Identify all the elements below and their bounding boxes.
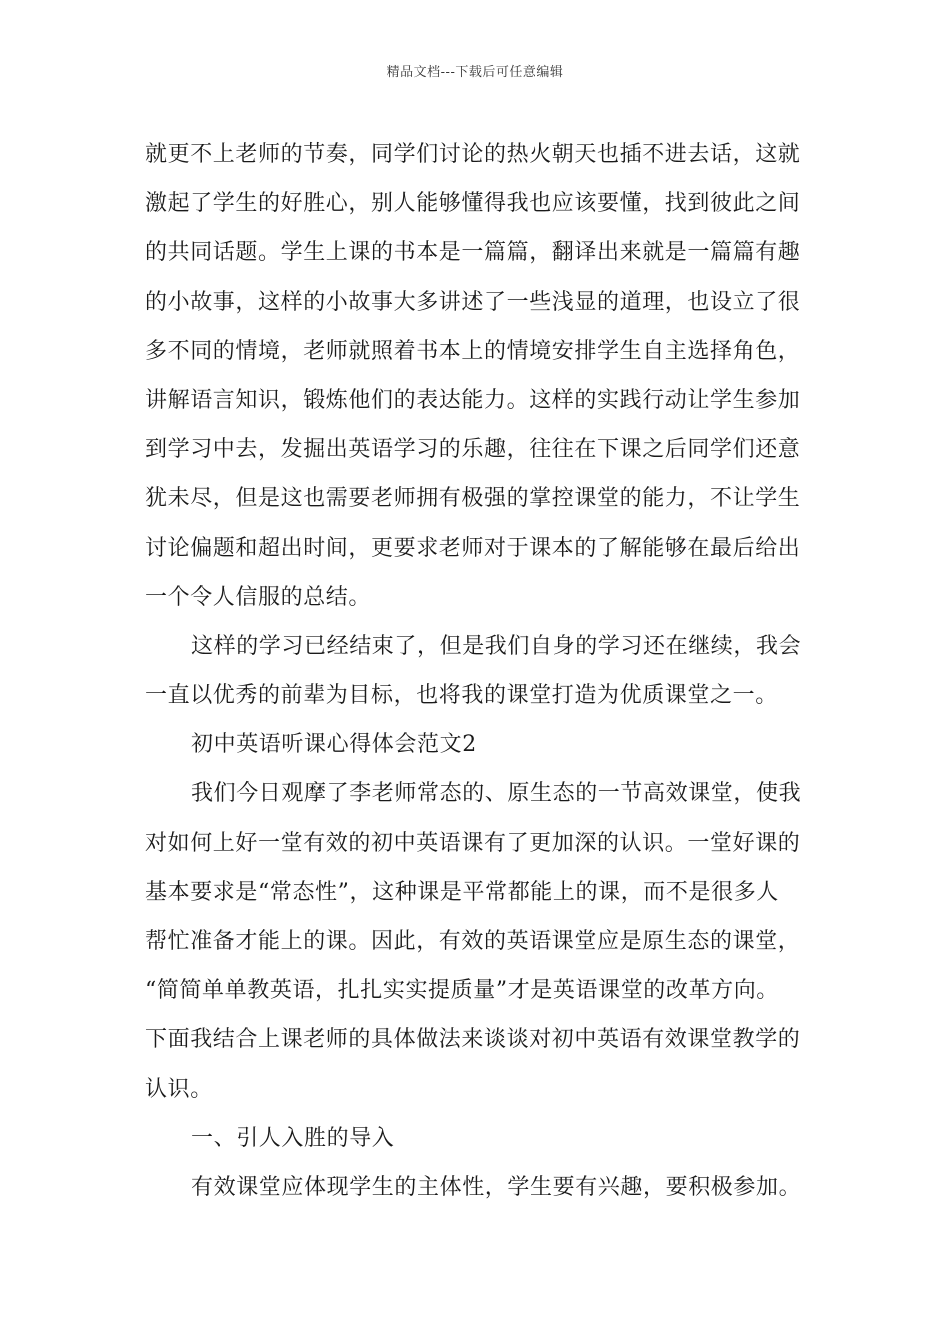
text-line: 就更不上老师的节奏，同学们讨论的热火朝天也插不进去话，这就 [145, 142, 801, 167]
text-line: 这样的学习已经结束了，但是我们自身的学习还在继续，我会 [191, 633, 802, 659]
text-line: 一直以优秀的前辈为目标，也将我的课堂打造为优质课堂之一。 [145, 683, 778, 709]
text-line: 对如何上好一堂有效的初中英语课有了更加深的认识。一堂好课的 [145, 830, 801, 856]
text-line: 下面我结合上课老师的具体做法来谈谈对初中英语有效课堂教学的 [145, 1027, 801, 1053]
text-line: 基本要求是“常态性”，这种课是平常都能上的课，而不是很多人 [145, 879, 779, 905]
text-line: 激起了学生的好胜心，别人能够懂得我也应该要懂，找到彼此之间 [145, 191, 801, 217]
text-line: 有效课堂应体现学生的主体性，学生要有兴趣，要积极参加。 [191, 1174, 802, 1200]
text-line: “简简单单教英语，扎扎实实提质量”才是英语课堂的改革方向。 [145, 978, 779, 1004]
text-line: 的小故事，这样的小故事大多讲述了一些浅显的道理，也设立了很 [145, 289, 801, 315]
text-line: 帮忙准备才能上的课。因此，有效的英语课堂应是原生态的课堂， [145, 929, 801, 954]
page-header: 精品文档---下载后可任意编辑 [386, 65, 564, 80]
text-line: 讲解语言知识，锻炼他们的表达能力。这样的实践行动让学生参加 [145, 387, 801, 413]
subsection-heading: 一、引人入胜的导入 [191, 1125, 395, 1151]
text-line: 我们今日观摩了李老师常态的、原生态的一节高效课堂，使我 [191, 781, 802, 807]
text-line: 讨论偏题和超出时间，更要求老师对于课本的了解能够在最后给出 [145, 535, 801, 561]
section-title: 初中英语听课心得体会范文2 [191, 732, 477, 758]
text-line: 多不同的情境，老师就照着书本上的情境安排学生自主选择角色， [145, 338, 801, 364]
text-line: 犹未尽，但是这也需要老师拥有极强的掌控课堂的能力，不让学生 [145, 486, 801, 512]
text-line: 认识。 [145, 1076, 213, 1102]
text-line: 一个令人信服的总结。 [145, 584, 372, 610]
text-line: 到学习中去，发掘出英语学习的乐趣，往往在下课之后同学们还意 [145, 437, 801, 463]
text-line: 的共同话题。学生上课的书本是一篇篇，翻译出来就是一篇篇有趣 [145, 240, 801, 266]
document-body [145, 130, 807, 1212]
